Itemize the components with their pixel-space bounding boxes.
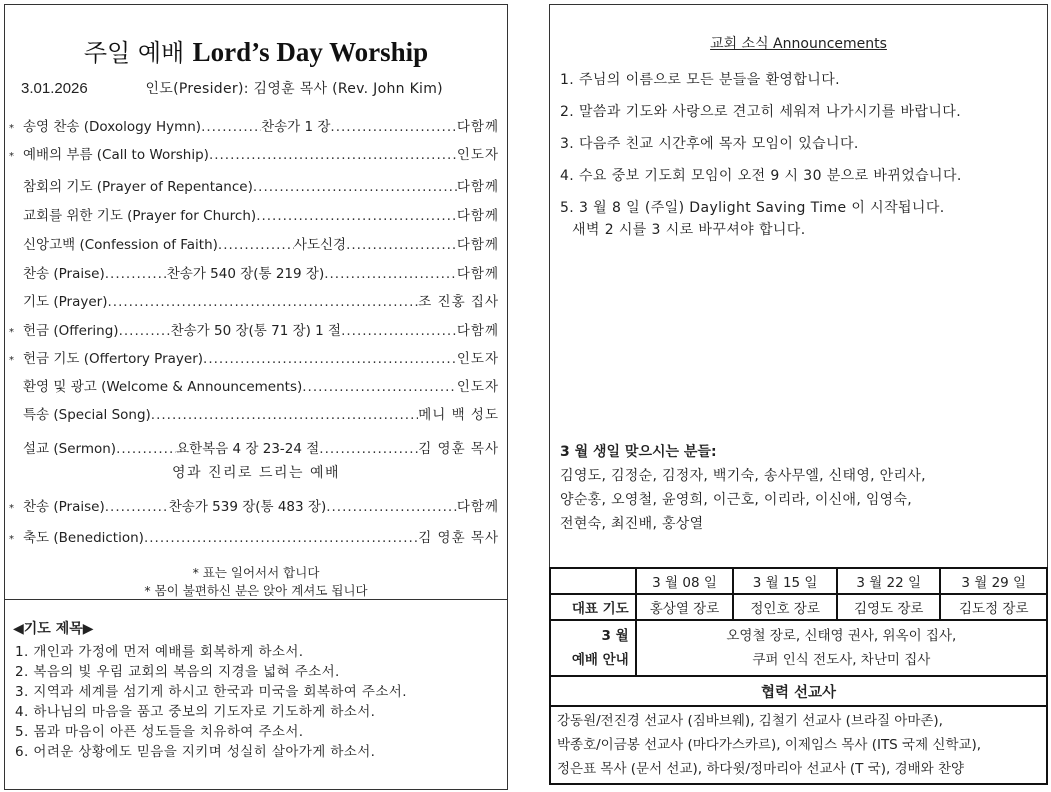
order-item: * 헌금 기도 (Offertory Prayer) ..... 인도자: [9, 347, 499, 369]
order-item: 참회의 기도 (Prayer of Repentance) ..... 다함께: [9, 175, 499, 197]
announcement-item: 5. 3 월 8 일 (주일) Daylight Saving Time 이 시작됩니다.: [560, 200, 945, 216]
table-row: [550, 676, 1047, 706]
prayer-heading: ◀기도 제목▶: [13, 621, 94, 637]
missionary-title: 협력 선교사: [550, 676, 1047, 706]
announcement-item: 2. 말씀과 기도와 사랑으로 견고히 세워져 나가시기를 바랍니다.: [560, 104, 962, 120]
table-row: [550, 706, 1047, 784]
worship-guide-label: 3 월 예배 안내: [550, 620, 636, 676]
birthday-names: 양순홍, 오영철, 윤영희, 이근호, 이리라, 이신애, 임영숙,: [560, 492, 913, 508]
rep-prayer-cell: 홍상열 장로: [636, 594, 734, 620]
announcement-item: 1. 주님의 이름으로 모든 분들을 환영합니다.: [560, 72, 840, 88]
prayer-item: 4. 하나님의 마음을 품고 중보의 기도자로 기도하게 하소서.: [15, 704, 376, 720]
date-header: 3 월 08 일: [636, 568, 734, 594]
announcement-item: 3. 다음주 친교 시간후에 목자 모임이 있습니다.: [560, 136, 859, 152]
announcements-panel: [549, 4, 1048, 568]
order-item: 기도 (Prayer) ..... 조 진홍 집사: [9, 290, 499, 312]
missionary-list: 강동원/전진경 선교사 (짐바브웨), 김철기 선교사 (브라질 아마존), 박종호/이금봉 선교사 (마다가스카르), 이제임스 목사 (ITS 국제 신학교), 정은표 목사 (문서 선교), 하다윗/정마리아 선교사 (T 국), 경배와 찬양: [550, 706, 1047, 784]
rep-prayer-cell: 김영도 장로: [837, 594, 941, 620]
order-item: 환영 및 광고 (Welcome & Announcements) ..... 인도자: [9, 375, 499, 397]
order-item: * 찬송 (Praise) ..... 찬송가 539 장(통 483 장) ..... 다함께: [9, 495, 499, 517]
order-item: 특송 (Special Song) ..... 메니 백 성도: [9, 403, 499, 425]
prayer-item: 3. 지역과 세계를 섬기게 하시고 한국과 미국을 회복하여 주소서.: [15, 684, 407, 700]
announcement-item: 4. 수요 중보 기도회 모임이 오전 9 시 30 분으로 바뀌었습니다.: [560, 168, 962, 184]
prayer-item: 5. 몸과 마음이 아픈 성도들을 치유하여 주소서.: [15, 724, 304, 740]
page-title: 주일 예배 Lord’s Day Worship: [83, 37, 429, 67]
table-row: [550, 594, 1047, 620]
date-header: 3 월 29 일: [940, 568, 1047, 594]
seated-note: * 몸이 불편하신 분은 앉아 계셔도 됩니다: [144, 583, 368, 598]
prayer-topics-panel: [4, 599, 508, 790]
table-header-row: [550, 568, 1047, 594]
presider: 인도(Presider): 김영훈 목사 (Rev. John Kim): [145, 81, 443, 97]
worship-guide-cell: 오영철 장로, 신태영 권사, 위옥이 집사, 쿠퍼 인식 전도사, 차난미 집사: [636, 620, 1047, 676]
prayer-item: 1. 개인과 가정에 먼저 예배를 회복하게 하소서.: [15, 644, 304, 660]
prayer-list: [15, 642, 501, 762]
table-corner-cell: [550, 568, 636, 594]
service-info: [21, 78, 497, 98]
standing-note: * 표는 일어서서 합니다: [192, 565, 320, 580]
order-of-worship-panel: [4, 4, 508, 600]
rep-prayer-label: 대표 기도: [550, 594, 636, 620]
order-item: 찬송 (Praise) ..... 찬송가 540 장(통 219 장) ..... 다함께: [9, 262, 499, 284]
date-header: 3 월 15 일: [733, 568, 837, 594]
schedule-table: [549, 567, 1048, 785]
birthday-names: 전현숙, 최진배, 홍상열: [560, 516, 704, 532]
birthday-title: 3 월 생일 맞으시는 분들:: [560, 444, 717, 460]
prayer-item: 6. 어려운 상황에도 믿음을 지키며 성실히 살아가게 하소서.: [15, 744, 376, 760]
table-row: [550, 620, 1047, 676]
rep-prayer-cell: 정인호 장로: [733, 594, 837, 620]
sermon-title: 영과 진리로 드리는 예배: [171, 465, 341, 481]
rep-prayer-cell: 김도정 장로: [940, 594, 1047, 620]
order-item: * 헌금 (Offering) ..... 찬송가 50 장(통 71 장) 1 절 ..... 다함께: [9, 319, 499, 341]
order-item: * 송영 찬송 (Doxology Hymn) ..... 찬송가 1 장 ..... 다함께: [9, 115, 499, 137]
order-item: * 축도 (Benediction) ..... 김 영훈 목사: [9, 526, 499, 548]
order-item: * 예배의 부름 (Call to Worship) ..... 인도자: [9, 143, 499, 165]
announcements-title: 교회 소식 Announcements: [710, 36, 887, 52]
birthday-names: 김영도, 김정순, 김정자, 백기숙, 송사무엘, 신태영, 안리사,: [560, 468, 926, 484]
order-item-sermon: 설교 (Sermon) ..... 요한복음 4 장 23-24 절 ..... 김 영훈 목사: [9, 437, 499, 459]
announcement-item-continuation: 새벽 2 시를 3 시로 바꾸셔야 합니다.: [572, 222, 806, 238]
order-item: 교회를 위한 기도 (Prayer for Church) ..... 다함께: [9, 204, 499, 226]
service-date: 3.01.2026: [21, 80, 88, 97]
date-header: 3 월 22 일: [837, 568, 941, 594]
prayer-item: 2. 복음의 빛 우림 교회의 복음의 지경을 넓혀 주소서.: [15, 664, 340, 680]
standing-marker: *: [9, 123, 14, 134]
order-item: 신앙고백 (Confession of Faith) ..... 사도신경 ..... 다함께: [9, 233, 499, 255]
